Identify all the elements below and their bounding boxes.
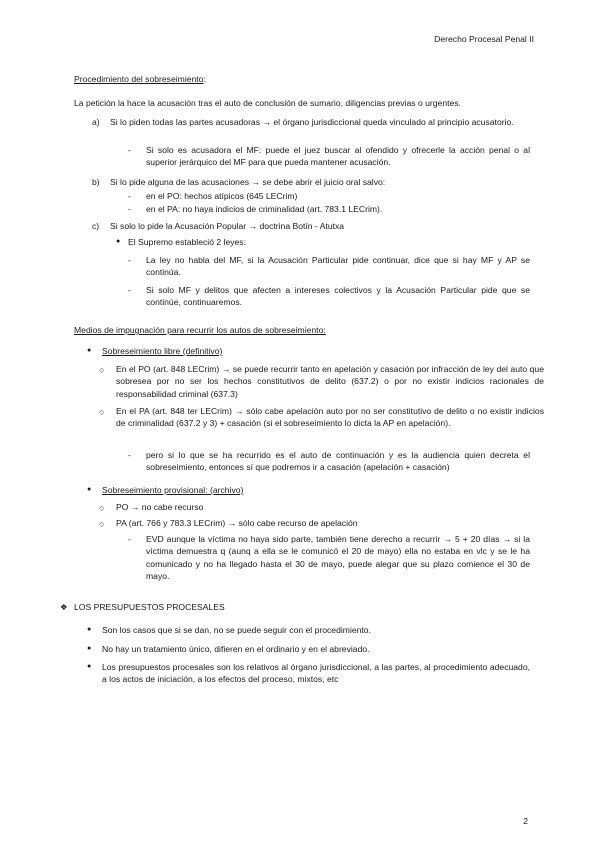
item-c-text: Si solo lo pide la Acusación Popular → doctrina Botín - Atutxa [110, 221, 345, 231]
dash-marker: - [128, 204, 131, 214]
bullet-marker: ● [87, 486, 92, 493]
circle-marker: ○ [99, 407, 105, 417]
provisional-item-2: PA (art. 766 y 783.3 LECrim) → sólo cabe recurso de apelación [116, 518, 358, 528]
item-b-text: Si lo pide alguna de las acusaciones → se debe abrir el juicio oral salvo: [110, 177, 386, 187]
presupuestos-item-1: Son los casos que si se dan, no se puede seguir con el procedimiento. [102, 625, 371, 635]
dash-marker: - [128, 255, 131, 265]
bullet-marker: ● [87, 645, 92, 652]
bullet-marker: ● [87, 663, 92, 670]
item-b-sub-1: en el PO: hechos atípicos (645 LECrim) [146, 191, 298, 201]
list-marker-a: a) [92, 117, 100, 127]
dash-marker: - [128, 450, 131, 460]
bullet-marker: ● [87, 347, 92, 354]
libre-item-1: En el PO (art. 848 LECrim) → se puede recurrir tanto en apelación y casación por infracción de ley del auto que sobresea por no ser los hechos constitutivos de delito (637.2) o por no existir indicios racionales de responsabilidad criminal (637.3) [116, 364, 544, 399]
circle-marker: ○ [99, 365, 105, 375]
dash-marker: - [128, 285, 131, 295]
item-a-text: Si lo piden todas las partes acusadoras → el órgano jurisdiccional queda vinculado al principio acusatorio. [110, 117, 514, 127]
section-title-medios: Medios de impugnación para recurrir los autos de sobreseimiento: [74, 325, 326, 335]
libre-sub-1: pero si lo que se ha recurrido es el auto de continuación y es la audiencia quien decreta el sobreseimiento, entonces sí que podremos ir a casación (apelación + casación) [146, 450, 530, 473]
subsection-libre-title: Sobreseimiento libre (definitivo) [102, 346, 223, 356]
presupuestos-item-2: No hay un tratamiento único, difieren en el ordinario y en el abreviado. [102, 644, 370, 654]
section-title-presupuestos: LOS PRESUPUESTOS PROCESALES [74, 602, 225, 612]
circle-marker: ○ [99, 503, 105, 513]
bullet-marker: ● [87, 626, 92, 633]
provisional-item-1: PO → no cabe recurso [116, 502, 204, 512]
presupuestos-item-3: Los presupuestos procesales son los relativos al órgano jurisdiccional, a las partes, al procedimiento adecuado, a los actos de iniciación, a los efectos del proceso, mixtos, etc [102, 662, 530, 685]
section-title-sobreseimiento [74, 73, 206, 85]
bullet-marker: ● [116, 238, 121, 245]
dash-marker: - [128, 191, 131, 201]
provisional-sub-1: EVD aunque la víctima no haya sido parte, también tiene derecho a recurrir → 5 + 20 días → si la víctima demuestra q (aunq a ella se le comunicó el 20 de mayo) ella no estaba en vlc y se le ha comunicado y no ha llegado hasta el 30 de mayo, puede alegar que su plazo comience el 30 de mayo. [146, 534, 530, 582]
dash-marker: - [128, 534, 131, 544]
page-number: 2 [523, 816, 528, 826]
item-c-sub-1: La ley no habla del MF, si la Acusación Particular pide continuar, dice que si hay MF y AP se continúa. [146, 255, 530, 278]
running-header: Derecho Procesal Penal II [434, 34, 534, 44]
section-title-text: Procedimiento del sobreseimiento [74, 74, 204, 84]
subsection-provisional-title: Sobreseimiento provisional: (archivo) [102, 485, 244, 495]
item-c-sub-2: Si solo MF y delitos que afecten a intereses colectivos y la Acusación Particular pide que se continúe, continuaremos. [146, 285, 530, 308]
list-marker-c: c) [92, 221, 100, 231]
item-b-sub-2: en el PA: no haya indicios de criminalidad (art. 783.1 LECrim). [146, 204, 383, 214]
dash-marker: - [128, 145, 131, 155]
item-a-sub-1: Si solo es acusadora el MF: puede el juez buscar al ofendido y ofrecerle la acción penal o al superior jerárquico del MF para que pueda mantener acusación. [146, 145, 530, 168]
list-marker-b: b) [92, 177, 100, 187]
libre-item-2: En el PA (art. 848 ter LECrim) → sólo cabe apelación auto por no ser constitutivo de delito o no existir indicios de criminalidad (637.2 y 3) + casación (si el sobreseimiento lo dicta la AP en apelación). [116, 406, 544, 429]
section-title-colon: : [203, 74, 206, 84]
item-c-bullet: El Supremo estableció 2 leyes: [128, 237, 246, 247]
circle-marker: ○ [99, 519, 105, 529]
diamond-icon: ❖ [60, 602, 68, 612]
intro-paragraph: La petición la hace la acusación tras el auto de conclusión de sumario, diligencias previas o urgentes. [74, 98, 461, 108]
